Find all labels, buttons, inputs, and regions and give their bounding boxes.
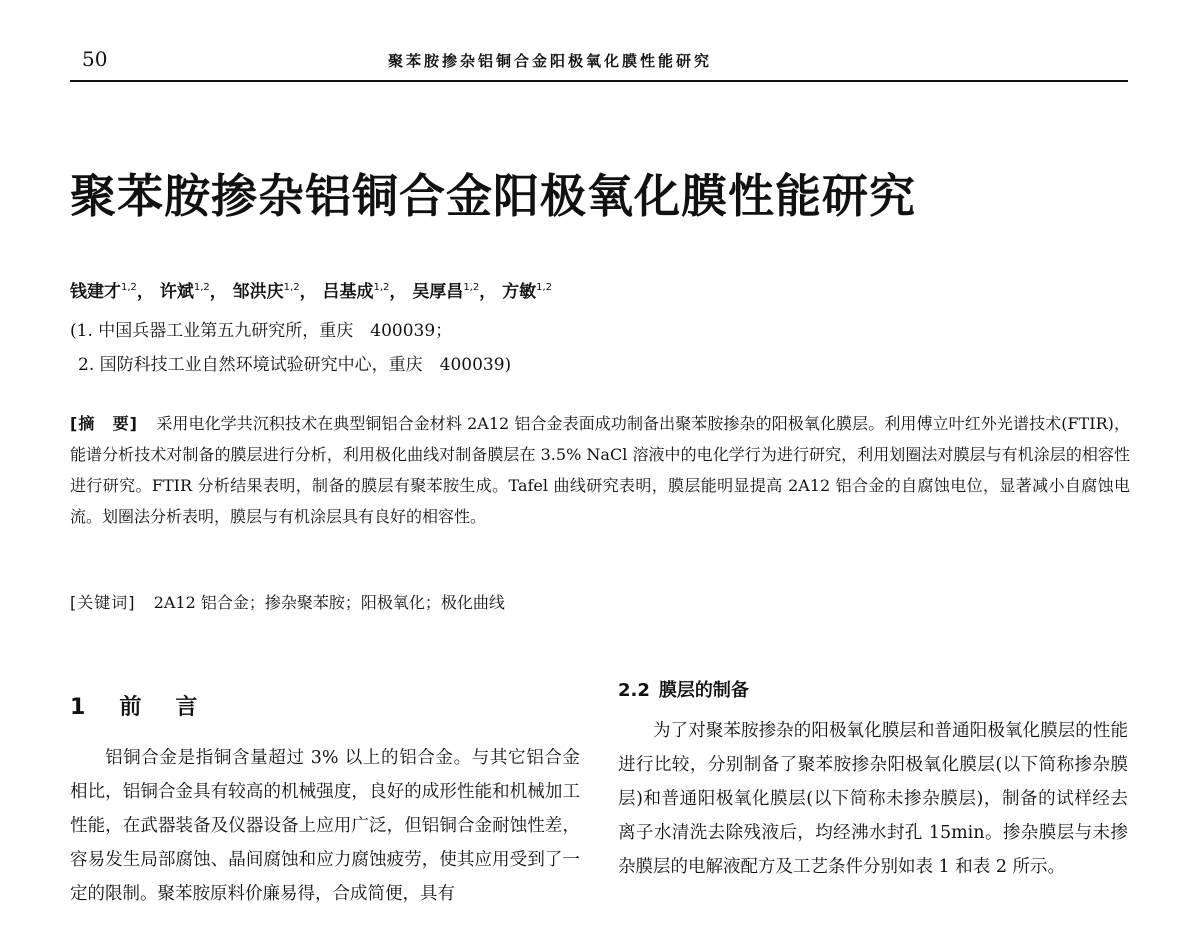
author: 许斌$^{1,2}$， bbox=[159, 282, 227, 302]
keywords-label: [关键词] bbox=[70, 593, 136, 612]
left-column bbox=[70, 690, 580, 911]
author: 邹洪庆$^{1,2}$， bbox=[232, 282, 317, 302]
section-body: 铝铜合金是指铜含量超过 3% 以上的铝合金。与其它铝合金相比，铝铜合金具有较高的机械强度，良好的成形性能和机械加工性能，在武器装备及仪器设备上应用广泛，但铝铜合金耐蚀性差，容易发生局部腐蚀、晶间腐蚀和应力腐蚀疲劳，使其应用受到了一定的限制。聚苯胺原料价廉易得，合成简便，具有 bbox=[70, 748, 580, 904]
subsection-heading: 2.2 膜层的制备 bbox=[618, 680, 749, 701]
affiliation-1: (1. 中国兵器工业第五九研究所，重庆 400039； bbox=[70, 321, 453, 341]
keywords bbox=[70, 590, 505, 613]
author-list bbox=[70, 277, 552, 302]
affiliation-2: 2. 国防科技工业自然环境试验研究中心，重庆 400039) bbox=[78, 355, 512, 375]
author: 钱建才$^{1,2}$， bbox=[70, 282, 154, 302]
author: 吴厚昌$^{1,2}$， bbox=[412, 282, 497, 302]
header-rule bbox=[70, 80, 1128, 82]
author: 方敏$^{1,2}$ bbox=[502, 282, 553, 302]
right-column bbox=[618, 676, 1128, 884]
abstract-text: 采用电化学共沉积技术在典型铜铝合金材料 2A12 铝合金表面成功制备出聚苯胺掺杂的阳极氧化膜层。利用傅立叶红外光谱技术(FTIR)，能谱分析技术对制备的膜层进行分析，利用极化曲线对制备膜层在 3.5% NaCl 溶液中的电化学行为进行研究，利用划圈法对膜层与有机涂层的相容性进行研究。FTIR 分析结果表明，制备的膜层有聚苯胺生成。Tafel 曲线研究表明，膜层能明显提高 2A12 铝合金的自腐蚀电位，显著减小自腐蚀电流。划圈法分析表明，膜层与有机涂层具有良好的相容性。 bbox=[70, 414, 1130, 526]
section-heading: 1 前 言 bbox=[70, 695, 204, 720]
author: 吕基成$^{1,2}$， bbox=[322, 282, 407, 302]
paper-title: 聚苯胺掺杂铝铜合金阳极氧化膜性能研究 bbox=[70, 169, 916, 223]
page-header bbox=[0, 0, 1200, 90]
abstract-label: [摘 要] bbox=[70, 414, 138, 433]
subsection-body: 为了对聚苯胺掺杂的阳极氧化膜层和普通阳极氧化膜层的性能进行比较，分别制备了聚苯胺掺杂阳极氧化膜层(以下简称掺杂膜层)和普通阳极氧化膜层(以下简称未掺杂膜层)，制备的试样经去离子水清洗去除残液后，均经沸水封孔 15min。掺杂膜层与未掺杂膜层的电解液配方及工艺条件分别如表 1 和表 2 所示。 bbox=[618, 721, 1128, 877]
abstract bbox=[70, 408, 1130, 532]
running-title: 聚苯胺掺杂铝铜合金阳极氧化膜性能研究 bbox=[388, 52, 713, 70]
page-number: 50 bbox=[82, 47, 108, 71]
keywords-text: 2A12 铝合金；掺杂聚苯胺；阳极氧化；极化曲线 bbox=[153, 593, 505, 612]
